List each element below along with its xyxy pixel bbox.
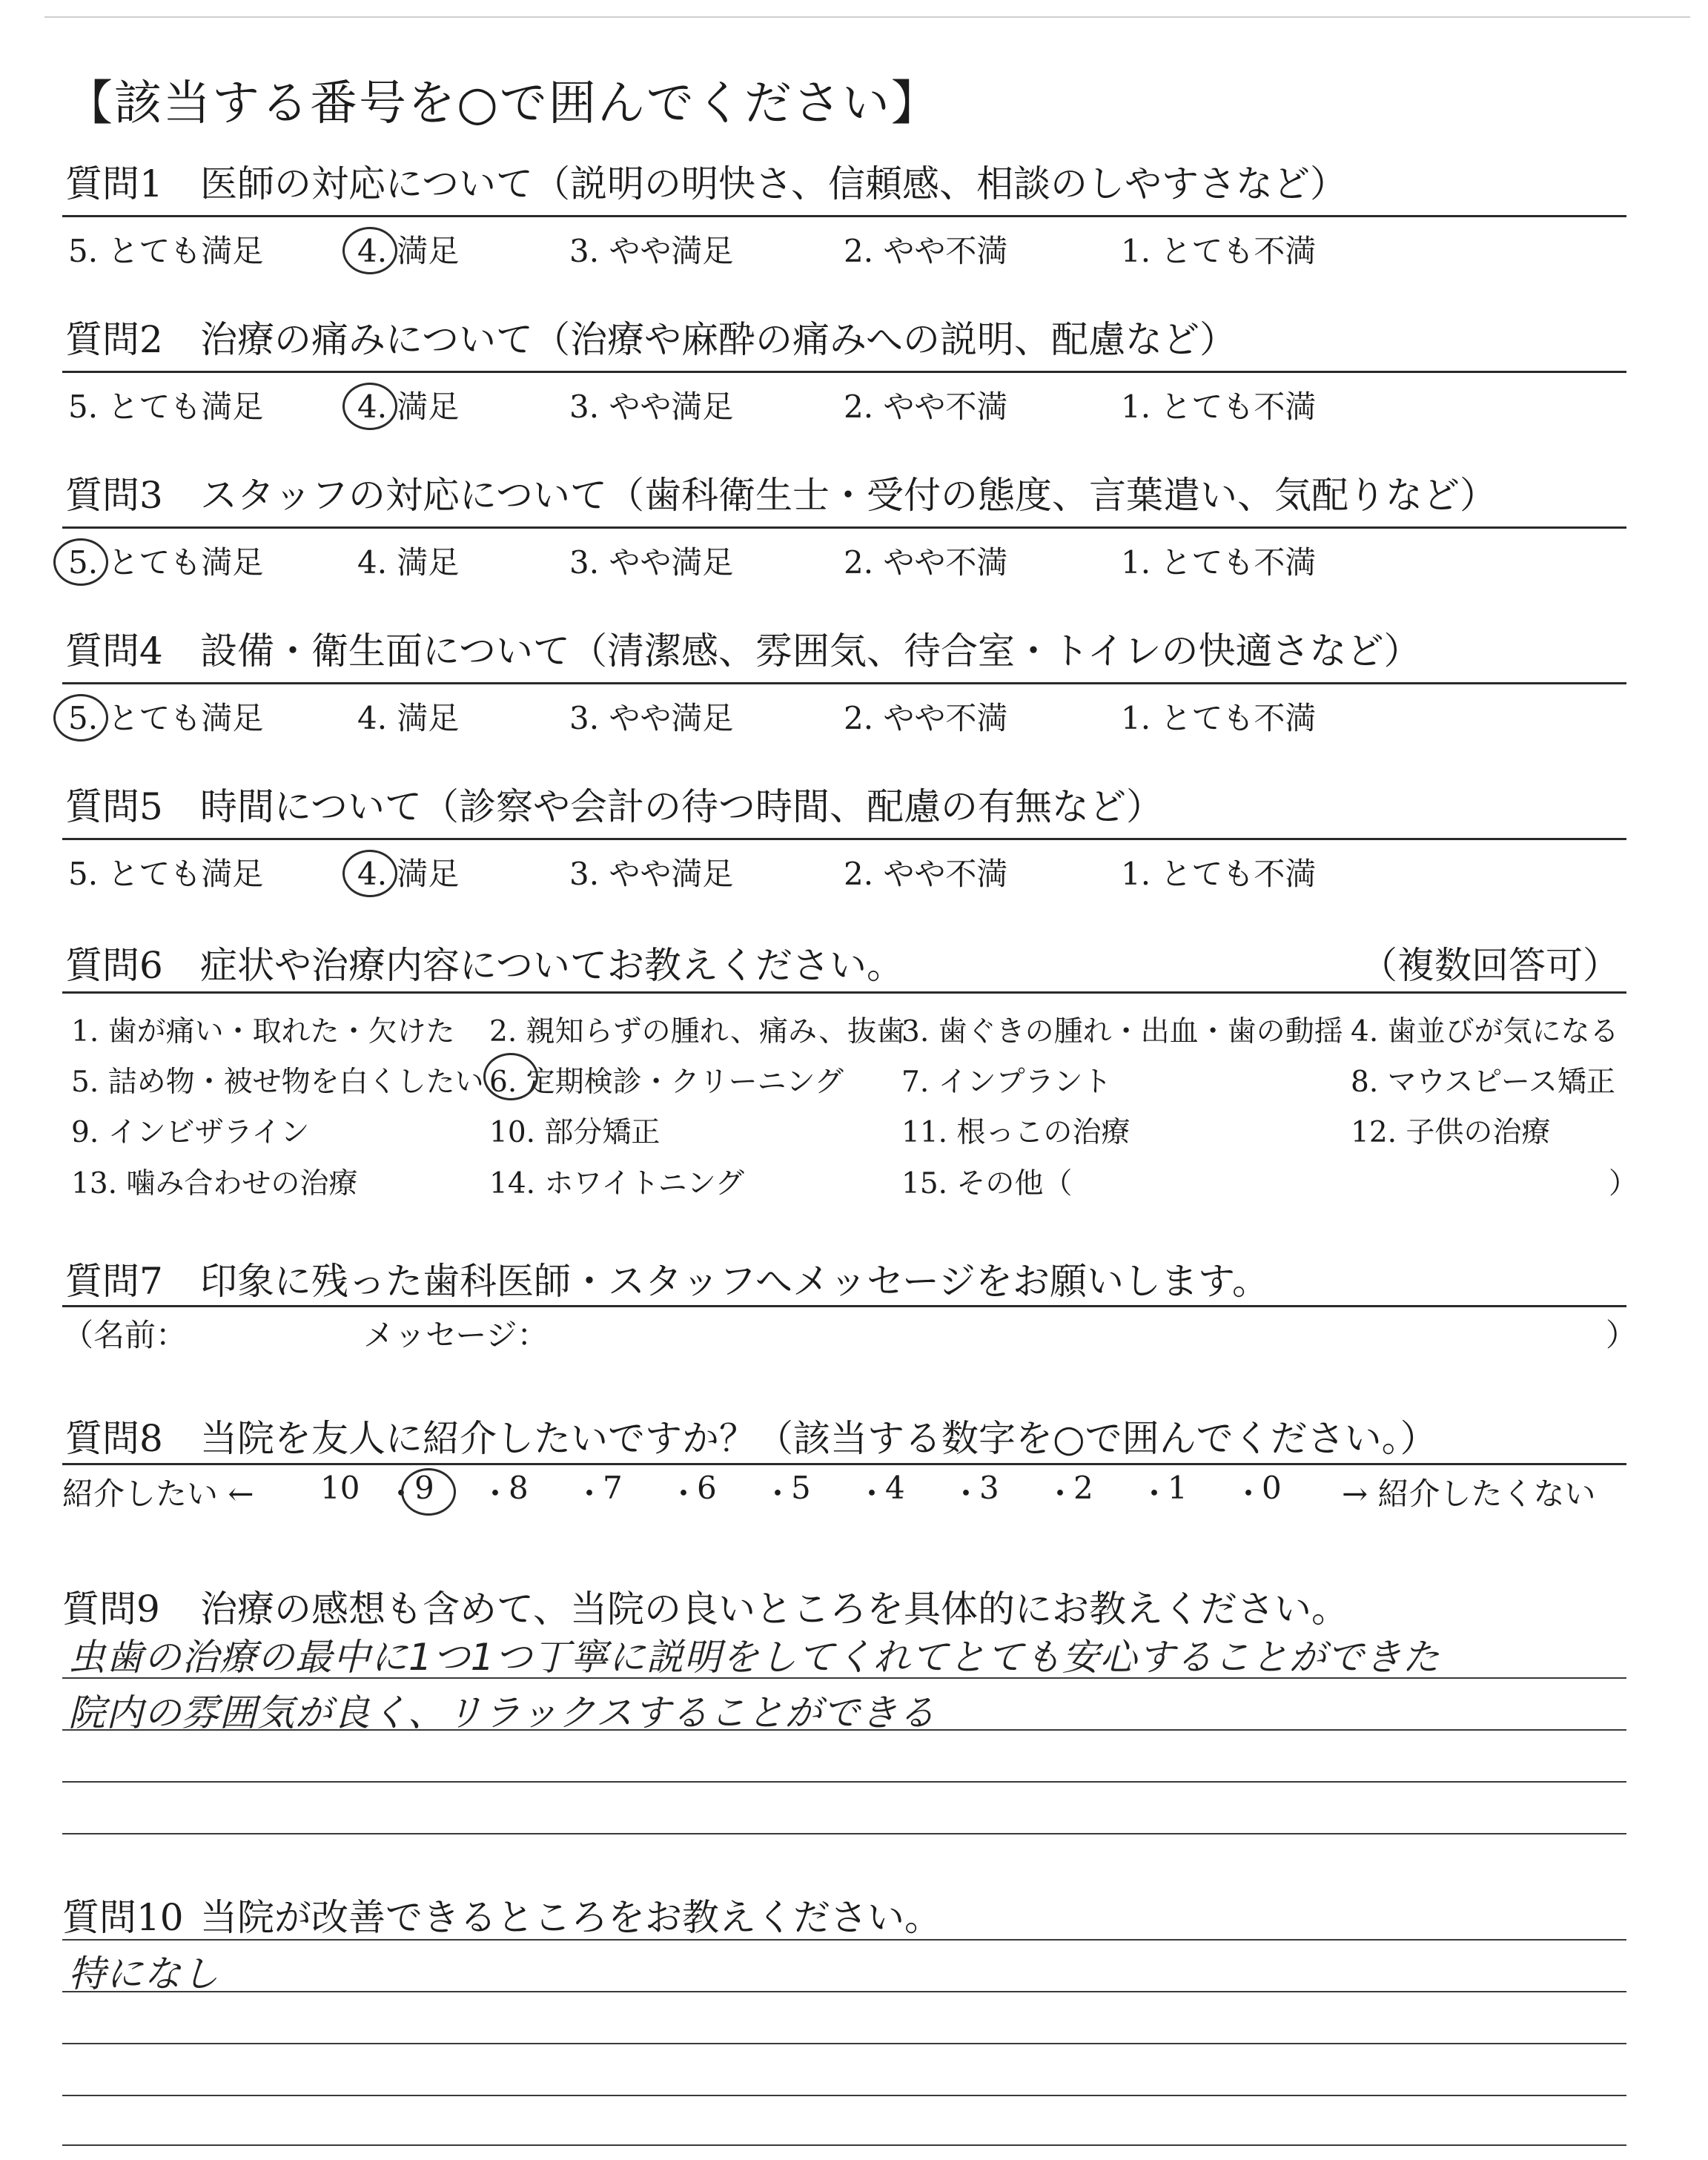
q10-write-line-1	[62, 1939, 1626, 1941]
q8-scale-separator: ・	[480, 1476, 512, 1512]
top-edge-line	[44, 16, 1690, 18]
q3-text: スタッフの対応について（歯科衛生士・受付の態度、言葉遣い、気配りなど）	[200, 474, 1497, 517]
q8-selected-circle	[401, 1468, 456, 1516]
q5-option-1[interactable]: 1. とても不満	[1121, 856, 1317, 892]
page-title: 【該当する番号を○で囲んでください】	[65, 76, 940, 131]
q9-write-line-3	[62, 1781, 1626, 1783]
q6-other-close: ）	[1609, 1167, 1638, 1200]
q9-answer-line-2: 院内の雰囲気が良く、リラックスすることができる	[68, 1691, 936, 1734]
q10-write-line-5	[62, 2144, 1626, 2146]
q6-option-3[interactable]: 3. 歯ぐきの腫れ・出血・歯の動揺	[901, 1015, 1343, 1048]
q5-option-5[interactable]: 5. とても満足	[68, 856, 264, 892]
q5-option-2[interactable]: 2. やや不満	[844, 856, 1008, 892]
q6-label: 質問6	[65, 944, 163, 987]
q8-scale-separator: ・	[574, 1476, 606, 1512]
q6-option-7[interactable]: 7. インプラント	[901, 1066, 1112, 1099]
q7-rule	[62, 1305, 1626, 1307]
q8-label: 質問8	[65, 1417, 163, 1460]
q8-text: 当院を友人に紹介したいですか？（該当する数字を○で囲んでください。）	[200, 1417, 1437, 1460]
q6-selected-circle	[483, 1053, 538, 1100]
q4-option-1[interactable]: 1. とても不満	[1121, 700, 1317, 736]
q1-text: 医師の対応について（説明の明快さ、信頼感、相談のしやすさなど）	[200, 162, 1347, 205]
q6-option-11[interactable]: 11. 根っこの治療	[901, 1116, 1131, 1149]
q3-label: 質問3	[65, 474, 163, 517]
q8-scale-8[interactable]: 8	[509, 1470, 529, 1506]
q6-option-9[interactable]: 9. インビザライン	[71, 1116, 310, 1149]
q1-selected-circle	[342, 227, 397, 274]
q5-option-3[interactable]: 3. やや満足	[569, 856, 734, 892]
q7-label: 質問7	[65, 1260, 163, 1303]
q6-option-4[interactable]: 4. 歯並びが気になる	[1351, 1015, 1619, 1048]
q6-option-2[interactable]: 2. 親知らずの腫れ、痛み、抜歯	[489, 1015, 906, 1048]
q6-option-14[interactable]: 14. ホワイトニング	[489, 1167, 744, 1200]
q5-option-4[interactable]: 4. 満足	[357, 856, 460, 892]
q4-text: 設備・衛生面について（清潔感、雰囲気、待合室・トイレの快適さなど）	[200, 630, 1421, 673]
q6-option-13[interactable]: 13. 噛み合わせの治療	[71, 1167, 358, 1200]
q7-name-label: （名前：	[62, 1317, 188, 1353]
q8-scale-separator: ・	[385, 1476, 417, 1512]
q6-option-10[interactable]: 10. 部分矯正	[489, 1116, 661, 1149]
q2-text: 治療の痛みについて（治療や麻酔の痛みへの説明、配慮など）	[200, 318, 1237, 361]
q1-option-4[interactable]: 4. 満足	[357, 233, 460, 269]
q6-note: （複数回答可）	[1360, 944, 1620, 987]
q10-label: 質問10	[62, 1896, 184, 1939]
q3-option-1[interactable]: 1. とても不満	[1121, 544, 1317, 581]
q8-scale-separator: ・	[1139, 1476, 1171, 1512]
q8-rule	[62, 1463, 1626, 1465]
q8-scale-5[interactable]: 5	[791, 1470, 811, 1506]
q8-scale-7[interactable]: 7	[603, 1470, 623, 1506]
q8-scale-separator: ・	[950, 1476, 982, 1512]
q3-rule	[62, 526, 1626, 529]
q8-scale-separator: ・	[1233, 1476, 1265, 1512]
q7-text: 印象に残った歯科医師・スタッフへメッセージをお願いします。	[200, 1260, 1269, 1303]
q8-scale-2[interactable]: 2	[1073, 1470, 1093, 1506]
q8-scale-separator: ・	[1045, 1476, 1076, 1512]
q10-write-line-4	[62, 2095, 1626, 2096]
q9-text: 治療の感想も含めて、当院の良いところを具体的にお教えください。	[200, 1588, 1348, 1631]
q9-answer-line-1: 虫歯の治療の最中に1つ1つ丁寧に説明をしてくれてとても安心することができた	[68, 1636, 1440, 1679]
q5-label: 質問5	[65, 785, 163, 828]
q4-label: 質問4	[65, 630, 163, 673]
q3-option-2[interactable]: 2. やや不満	[844, 544, 1008, 581]
q8-scale-separator: ・	[856, 1476, 888, 1512]
q7-close: ）	[1606, 1317, 1638, 1353]
q2-option-4[interactable]: 4. 満足	[357, 389, 460, 425]
q2-selected-circle	[342, 383, 397, 430]
q4-option-3[interactable]: 3. やや満足	[569, 700, 734, 736]
q1-option-5[interactable]: 5. とても満足	[68, 233, 264, 269]
q7-message-label: メッセージ：	[363, 1317, 549, 1353]
q6-option-5[interactable]: 5. 詰め物・被せ物を白くしたい	[71, 1066, 484, 1099]
q6-option-15[interactable]: 15. その他（	[901, 1167, 1073, 1200]
q1-option-3[interactable]: 3. やや満足	[569, 233, 734, 269]
q4-option-4[interactable]: 4. 満足	[357, 700, 460, 736]
q10-write-line-2	[62, 1991, 1626, 1992]
q10-write-line-3	[62, 2043, 1626, 2044]
q2-option-3[interactable]: 3. やや満足	[569, 389, 734, 425]
q2-option-2[interactable]: 2. やや不満	[844, 389, 1008, 425]
q6-option-1[interactable]: 1. 歯が痛い・取れた・欠けた	[71, 1015, 455, 1048]
q8-left-label: 紹介したい ←	[62, 1476, 254, 1512]
q3-option-4[interactable]: 4. 満足	[357, 544, 460, 581]
q4-selected-circle	[53, 694, 108, 742]
q9-write-line-4	[62, 1833, 1626, 1834]
q1-option-2[interactable]: 2. やや不満	[844, 233, 1008, 269]
q1-rule	[62, 215, 1626, 217]
q8-right-label: → 紹介したくない	[1342, 1476, 1596, 1512]
q5-rule	[62, 838, 1626, 840]
q6-option-12[interactable]: 12. 子供の治療	[1351, 1116, 1551, 1149]
q9-label: 質問9	[62, 1588, 160, 1631]
q2-option-1[interactable]: 1. とても不満	[1121, 389, 1317, 425]
q3-option-5[interactable]: 5. とても満足	[68, 544, 264, 581]
q4-option-2[interactable]: 2. やや不満	[844, 700, 1008, 736]
q6-option-8[interactable]: 8. マウスピース矯正	[1351, 1066, 1615, 1099]
q4-rule	[62, 682, 1626, 684]
q2-option-5[interactable]: 5. とても満足	[68, 389, 264, 425]
q6-text: 症状や治療内容についてお教えください。	[200, 944, 904, 987]
q4-option-5[interactable]: 5. とても満足	[68, 700, 264, 736]
q8-scale-4[interactable]: 4	[885, 1470, 905, 1506]
q1-option-1[interactable]: 1. とても不満	[1121, 233, 1317, 269]
q8-scale-0[interactable]: 0	[1262, 1470, 1282, 1506]
q1-label: 質問1	[65, 162, 163, 205]
q10-text: 当院が改善できるところをお教えください。	[200, 1896, 941, 1939]
q5-selected-circle	[342, 850, 397, 897]
q3-selected-circle	[53, 538, 108, 586]
q6-option-6[interactable]: 6. 定期検診・クリーニング	[489, 1066, 844, 1099]
q2-label: 質問2	[65, 318, 163, 361]
q8-scale-separator: ・	[668, 1476, 700, 1512]
q3-option-3[interactable]: 3. やや満足	[569, 544, 734, 581]
q8-scale-3[interactable]: 3	[979, 1470, 999, 1506]
q8-scale-separator: ・	[762, 1476, 794, 1512]
q8-scale-6[interactable]: 6	[697, 1470, 717, 1506]
q8-scale-9[interactable]: 9	[414, 1470, 434, 1506]
q5-text: 時間について（診察や会計の待つ時間、配慮の有無など）	[200, 785, 1163, 828]
q6-rule	[62, 991, 1626, 994]
q8-scale-10[interactable]: 10	[320, 1470, 360, 1506]
q8-scale-1[interactable]: 1	[1168, 1470, 1188, 1506]
q2-rule	[62, 371, 1626, 373]
q10-answer-line-1: 特になし	[68, 1952, 219, 1995]
